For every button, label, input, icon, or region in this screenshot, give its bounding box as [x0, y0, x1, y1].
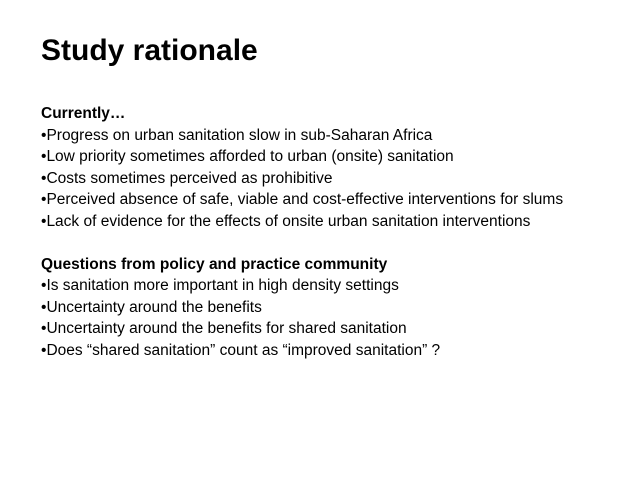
- bullet-text: Costs sometimes perceived as prohibitive: [46, 169, 333, 187]
- bullet-dot: •: [41, 191, 47, 208]
- slide-body: [41, 103, 621, 361]
- bullet-text: Is sanitation more important in high density settings: [46, 277, 399, 294]
- section-heading: Questions from policy and practice community: [41, 255, 388, 273]
- bullet-text: Low priority sometimes afforded to urban (onsite) sanitation: [46, 148, 454, 165]
- bullet-text: Lack of evidence for the effects of onsite urban sanitation interventions: [46, 212, 531, 230]
- bullet-item: [41, 318, 621, 340]
- bullet-dot: •: [41, 298, 47, 316]
- bullet-dot: •: [41, 169, 47, 187]
- bullet-item: [41, 275, 621, 297]
- bullet-dot: •: [41, 320, 47, 337]
- bullet-dot: •: [41, 148, 47, 165]
- bullet-dot: •: [41, 341, 47, 359]
- bullet-text: Perceived absence of safe, viable and cost-effective interventions for slums: [46, 191, 564, 208]
- bullet-text: Uncertainty around the benefits: [46, 298, 262, 316]
- section-spacer: [41, 232, 621, 254]
- bullet-item: [41, 125, 621, 147]
- bullet-item: [41, 189, 621, 211]
- bullet-item: [41, 340, 621, 362]
- bullet-item: [41, 146, 621, 168]
- bullet-item: [41, 211, 621, 233]
- section-heading: Currently…: [41, 105, 126, 122]
- section-questions: [41, 254, 621, 362]
- bullet-text: Uncertainty around the benefits for shared sanitation: [46, 320, 407, 337]
- bullet-dot: •: [41, 212, 47, 230]
- bullet-text: Does “shared sanitation” count as “improved sanitation” ?: [46, 341, 441, 359]
- bullet-item: [41, 297, 621, 319]
- bullet-item: [41, 168, 621, 190]
- bullet-dot: •: [41, 126, 47, 144]
- section-currently: [41, 103, 621, 232]
- bullet-text: Progress on urban sanitation slow in sub-Saharan Africa: [46, 126, 433, 144]
- slide-title: Study rationale: [41, 34, 258, 67]
- bullet-dot: •: [41, 277, 47, 294]
